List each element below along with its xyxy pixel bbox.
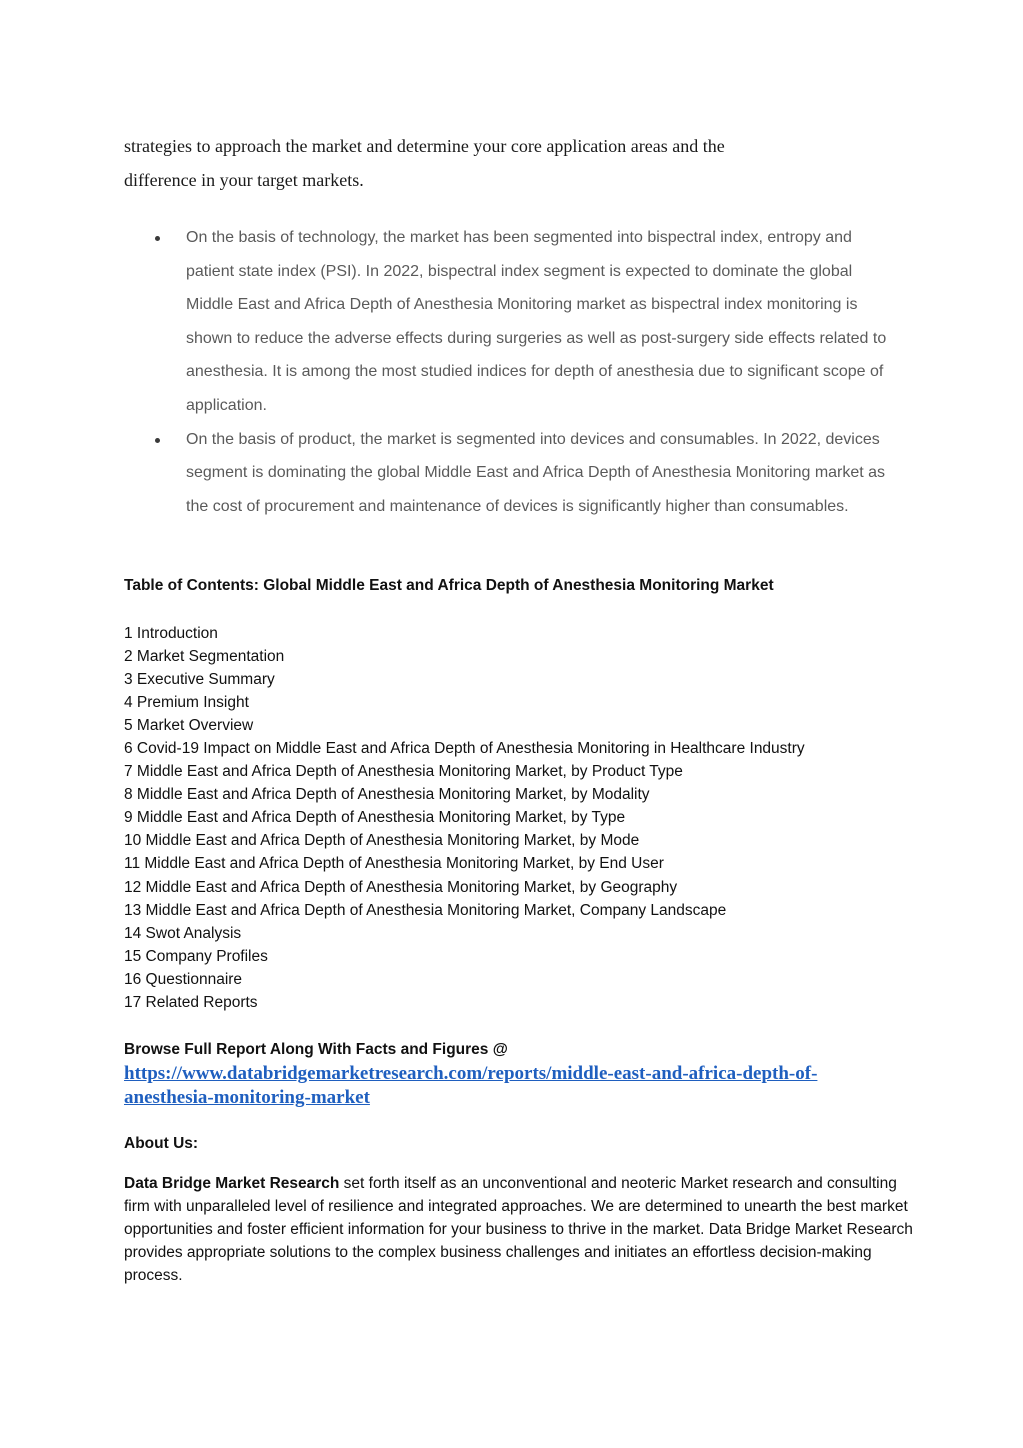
toc-item: 13 Middle East and Africa Depth of Anesthesia Monitoring Market, Company Landscape [124, 901, 727, 919]
toc-item: 12 Middle East and Africa Depth of Anesthesia Monitoring Market, by Geography [124, 878, 678, 896]
bullet-technology [155, 221, 900, 423]
about-text: set forth itself as an unconventional and neoteric Market research and consulting firm with unparalleled level of resilience and integrated approaches. We are determined to unearth the best market opportunities and foster efficient information for your business to thrive in the market. Data Bridge Market Research provides appropriate solutions to the complex business challenges and initiates an effortless decision-making process. [124, 1175, 913, 1285]
intro-paragraph [124, 129, 914, 197]
toc-item: 6 Covid-19 Impact on Middle East and Africa Depth of Anesthesia Monitoring in Healthcare Industry [124, 740, 805, 758]
bullet-dot-icon [155, 438, 160, 443]
bullet-dot-icon [155, 236, 160, 241]
toc-item: 15 Company Profiles [124, 947, 268, 965]
toc-list [124, 622, 924, 1014]
link-line-2[interactable]: anesthesia-monitoring-market [124, 1087, 370, 1108]
company-name: Data Bridge Market Research [124, 1175, 340, 1192]
about-heading: About Us: [124, 1135, 199, 1152]
toc-item: 5 Market Overview [124, 717, 254, 735]
toc-heading: Table of Contents: Global Middle East and Africa Depth of Anesthesia Monitoring Market [124, 577, 774, 594]
toc-item: 3 Executive Summary [124, 671, 275, 689]
toc-item: 14 Swot Analysis [124, 924, 242, 942]
intro-line-2: difference in your target markets. [124, 170, 364, 190]
link-line-1[interactable]: https://www.databridgemarketresearch.com/reports/middle-east-and-africa-depth-of- [124, 1063, 818, 1084]
toc-item: 10 Middle East and Africa Depth of Anesthesia Monitoring Market, by Mode [124, 832, 640, 850]
bullet-product [155, 423, 900, 524]
intro-line-1: strategies to approach the market and determine your core application areas and the [124, 136, 725, 156]
bullet-text: On the basis of product, the market is segmented into devices and consumables. In 2022, devices segment is dominating the global Middle East and Africa Depth of Anesthesia Monitoring market as the cost of procurement and maintenance of devices is significantly higher than consumables. [186, 430, 886, 515]
bullet-text: On the basis of technology, the market has been segmented into bispectral index, entropy and patient state index (PSI). In 2022, bispectral index segment is expected to dominate the global Middle East and Africa Depth of Anesthesia Monitoring market as bispectral index monitoring is shown to reduce the adverse effects during surgeries as well as post-surgery side effects related to anesthesia. It is among the most studied indices for depth of anesthesia due to significant scope of application. [186, 229, 887, 414]
toc-item: 17 Related Reports [124, 993, 258, 1011]
browse-label: Browse Full Report Along With Facts and Figures @ [124, 1041, 508, 1058]
toc-item: 16 Questionnaire [124, 970, 243, 988]
toc-item: 9 Middle East and Africa Depth of Anesthesia Monitoring Market, by Type [124, 809, 626, 827]
toc-item: 2 Market Segmentation [124, 648, 285, 666]
toc-item: 7 Middle East and Africa Depth of Anesthesia Monitoring Market, by Product Type [124, 763, 683, 781]
toc-item: 1 Introduction [124, 625, 218, 642]
about-paragraph [124, 1172, 914, 1287]
full-report-link[interactable] [124, 1062, 914, 1110]
toc-item: 8 Middle East and Africa Depth of Anesthesia Monitoring Market, by Modality [124, 786, 650, 804]
segmentation-bullet-list [155, 221, 900, 523]
toc-item: 11 Middle East and Africa Depth of Anesthesia Monitoring Market, by End User [124, 855, 664, 873]
toc-item: 4 Premium Insight [124, 694, 249, 712]
